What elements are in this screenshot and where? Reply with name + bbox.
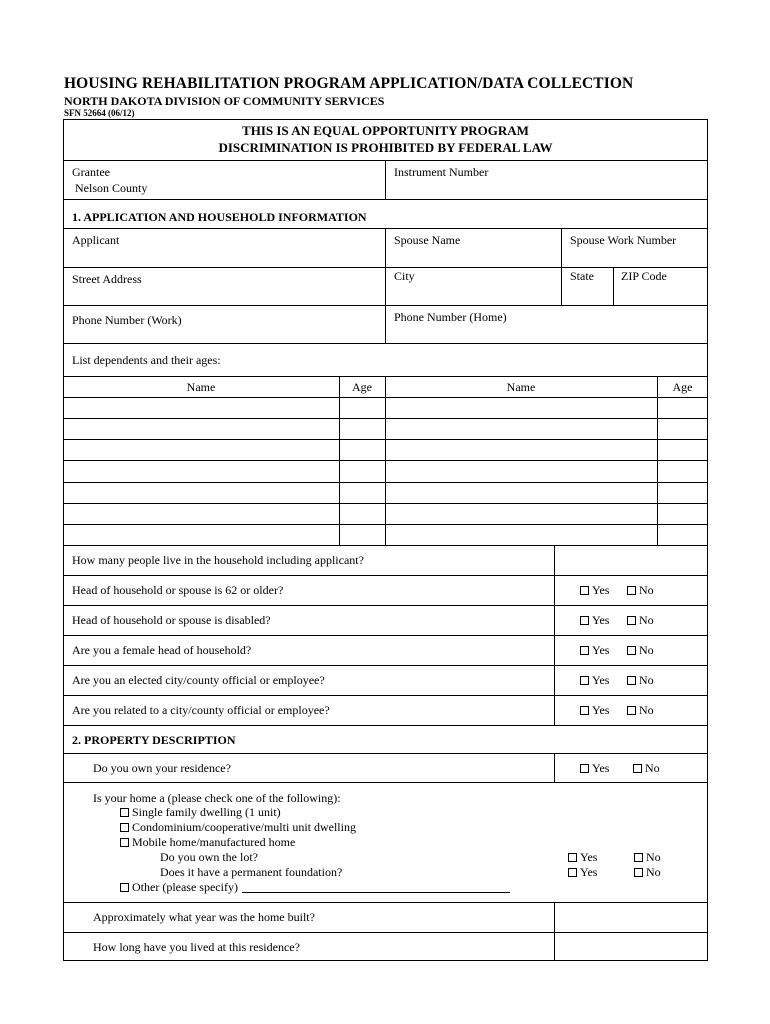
rule bbox=[63, 695, 708, 696]
rule bbox=[63, 725, 708, 726]
yes-option[interactable]: Yes bbox=[568, 850, 597, 864]
yes-option[interactable]: Yes bbox=[580, 583, 609, 597]
checkbox-icon[interactable] bbox=[568, 868, 577, 877]
rule bbox=[63, 753, 708, 754]
home-type-question: Is your home a (please check one of the following): bbox=[93, 791, 341, 805]
no-option[interactable]: No bbox=[627, 703, 654, 717]
question-related-official: Are you related to a city/county official or employee? bbox=[72, 703, 330, 717]
no-option[interactable]: No bbox=[633, 761, 660, 775]
divider bbox=[554, 902, 555, 961]
rule bbox=[63, 782, 708, 783]
street-address-label: Street Address bbox=[72, 272, 142, 286]
rule bbox=[63, 605, 708, 606]
instrument-number-label: Instrument Number bbox=[394, 165, 489, 179]
checkbox-icon[interactable] bbox=[627, 646, 636, 655]
yes-option[interactable]: Yes bbox=[580, 703, 609, 717]
divider bbox=[657, 376, 658, 545]
checkbox-icon[interactable] bbox=[633, 764, 642, 773]
rule bbox=[63, 199, 708, 200]
form-number: SFN 52664 (06/12) bbox=[64, 108, 135, 118]
no-option[interactable]: No bbox=[627, 673, 654, 687]
checkbox-icon[interactable] bbox=[634, 853, 643, 862]
question-elected-official: Are you an elected city/county official or employee? bbox=[72, 673, 325, 687]
yes-option[interactable]: Yes bbox=[580, 673, 609, 687]
divider bbox=[561, 228, 562, 305]
dependents-label: List dependents and their ages: bbox=[72, 353, 221, 367]
no-option[interactable]: No bbox=[627, 643, 654, 657]
dependent-name-header-right: Name bbox=[506, 380, 536, 394]
checkbox-icon[interactable] bbox=[568, 853, 577, 862]
grantee-label: Grantee bbox=[72, 165, 110, 179]
form-title: HOUSING REHABILITATION PROGRAM APPLICATION/DATA COLLECTION bbox=[64, 75, 634, 92]
phone-work-label: Phone Number (Work) bbox=[72, 313, 182, 327]
yes-option[interactable]: Yes bbox=[580, 643, 609, 657]
other-specify-line[interactable] bbox=[242, 881, 510, 893]
years-lived-question: How long have you lived at this residence? bbox=[93, 940, 300, 954]
zip-label: ZIP Code bbox=[621, 269, 667, 283]
year-built-question: Approximately what year was the home built? bbox=[93, 910, 315, 924]
checkbox-icon[interactable] bbox=[120, 838, 129, 847]
divider bbox=[339, 376, 340, 545]
dependent-age-header-left: Age bbox=[352, 380, 372, 394]
dependent-name-header-left: Name bbox=[186, 380, 216, 394]
checkbox-icon[interactable] bbox=[580, 706, 589, 715]
divider bbox=[613, 267, 614, 305]
checkbox-icon[interactable] bbox=[580, 764, 589, 773]
checkbox-icon[interactable] bbox=[634, 868, 643, 877]
notice-line-2: DISCRIMINATION IS PROHIBITED BY FEDERAL LAW bbox=[218, 140, 553, 155]
yes-option[interactable]: Yes bbox=[580, 761, 609, 775]
section-2-heading: 2. PROPERTY DESCRIPTION bbox=[72, 733, 236, 747]
own-lot-question: Do you own the lot? bbox=[160, 850, 258, 864]
divider bbox=[554, 545, 555, 725]
checkbox-icon[interactable] bbox=[120, 808, 129, 817]
rule bbox=[63, 932, 708, 933]
mobile-home-option[interactable]: Mobile home/manufactured home bbox=[120, 835, 295, 849]
checkbox-icon[interactable] bbox=[580, 676, 589, 685]
spouse-work-number-label: Spouse Work Number bbox=[570, 233, 677, 247]
rule bbox=[63, 665, 708, 666]
checkbox-icon[interactable] bbox=[120, 823, 129, 832]
section-1-heading: 1. APPLICATION AND HOUSEHOLD INFORMATION bbox=[72, 210, 367, 224]
dependent-age-header-right: Age bbox=[672, 380, 693, 394]
foundation-question: Does it have a permanent foundation? bbox=[160, 865, 343, 879]
rule bbox=[63, 545, 708, 546]
agency-name: NORTH DAKOTA DIVISION OF COMMUNITY SERVICES bbox=[64, 94, 385, 108]
divider bbox=[554, 753, 555, 782]
divider bbox=[385, 228, 386, 343]
yes-option[interactable]: Yes bbox=[568, 865, 597, 879]
divider bbox=[385, 376, 386, 545]
checkbox-icon[interactable] bbox=[580, 646, 589, 655]
phone-home-label: Phone Number (Home) bbox=[394, 310, 507, 324]
checkbox-icon[interactable] bbox=[580, 616, 589, 625]
notice-line-1: THIS IS AN EQUAL OPPORTUNITY PROGRAM bbox=[242, 123, 529, 138]
no-option[interactable]: No bbox=[634, 850, 661, 864]
question-disabled: Head of household or spouse is disabled? bbox=[72, 613, 271, 627]
question-62-or-older: Head of household or spouse is 62 or older? bbox=[72, 583, 284, 597]
spouse-name-label: Spouse Name bbox=[394, 233, 461, 247]
grantee-value[interactable]: Nelson County bbox=[75, 181, 148, 195]
other-option[interactable]: Other (please specify) bbox=[120, 880, 510, 894]
divider bbox=[385, 160, 386, 199]
checkbox-icon[interactable] bbox=[627, 586, 636, 595]
no-option[interactable]: No bbox=[634, 865, 661, 879]
household-count-question: How many people live in the household including applicant? bbox=[72, 553, 364, 567]
yes-option[interactable]: Yes bbox=[580, 613, 609, 627]
checkbox-icon[interactable] bbox=[120, 883, 129, 892]
own-residence-question: Do you own your residence? bbox=[93, 761, 231, 775]
rule bbox=[63, 575, 708, 576]
checkbox-icon[interactable] bbox=[627, 706, 636, 715]
checkbox-icon[interactable] bbox=[627, 616, 636, 625]
no-option[interactable]: No bbox=[627, 583, 654, 597]
city-label: City bbox=[394, 269, 415, 283]
applicant-label: Applicant bbox=[72, 233, 120, 247]
checkbox-icon[interactable] bbox=[580, 586, 589, 595]
question-female-head: Are you a female head of household? bbox=[72, 643, 252, 657]
single-family-option[interactable]: Single family dwelling (1 unit) bbox=[120, 805, 281, 819]
rule bbox=[63, 635, 708, 636]
state-label: State bbox=[570, 269, 594, 283]
rule bbox=[63, 343, 708, 344]
no-option[interactable]: No bbox=[627, 613, 654, 627]
condo-option[interactable]: Condominium/cooperative/multi unit dwelling bbox=[120, 820, 356, 834]
checkbox-icon[interactable] bbox=[627, 676, 636, 685]
rule bbox=[63, 902, 708, 903]
